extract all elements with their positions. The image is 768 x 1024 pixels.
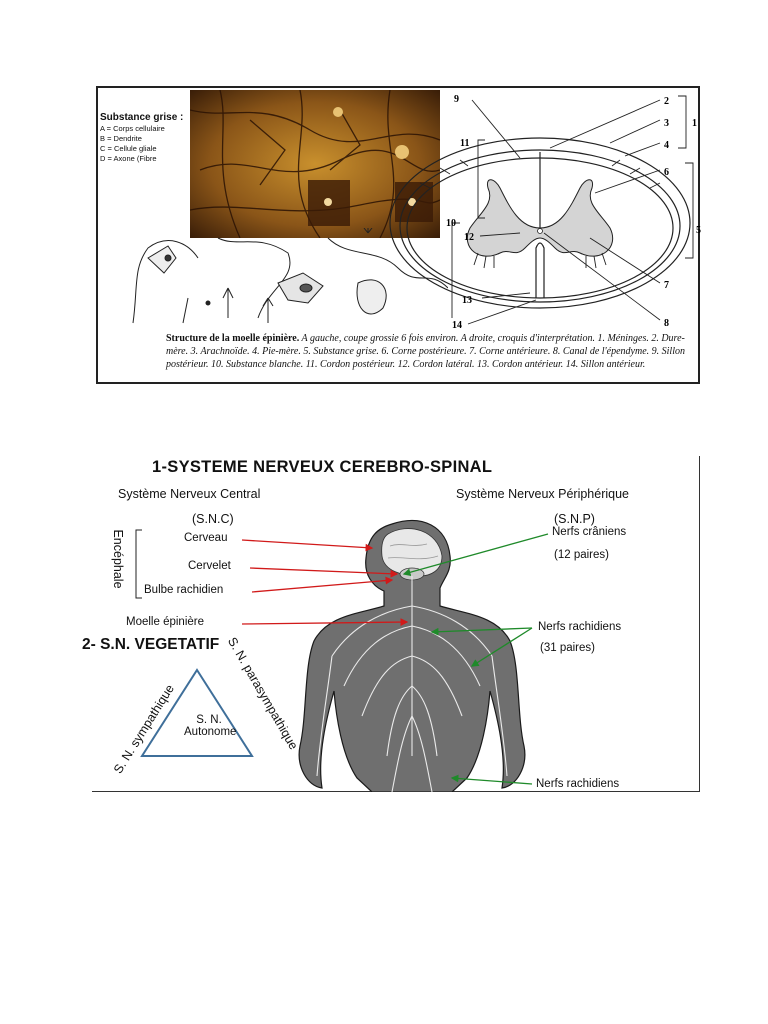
figure-caption — [166, 332, 698, 371]
cranial-nerves-label: Nerfs crâniens — [552, 526, 627, 538]
spinal-nerves-bottom-label: Nerfs rachidiens — [536, 778, 620, 790]
label-2: 2 — [664, 96, 669, 107]
figure-title: 1-SYSTEME NERVEUX CEREBRO-SPINAL — [152, 458, 493, 476]
peripheral-label: Système Nerveux Périphérique — [456, 487, 629, 501]
label-14: 14 — [452, 320, 462, 328]
label-5: 5 — [696, 225, 701, 236]
label-3: 3 — [664, 118, 669, 129]
part-moelle: Moelle épinière — [126, 616, 204, 628]
legend-item: B = Dendrite — [100, 134, 142, 143]
legend-item: C = Cellule gliale — [100, 144, 157, 153]
cranial-nerves-count: (12 paires) — [554, 549, 609, 561]
grey-matter-legend — [100, 112, 184, 164]
label-12: 12 — [464, 232, 474, 243]
spinal-nerves-count: (31 paires) — [540, 642, 595, 654]
central-abbr: (S.N.C) — [192, 512, 234, 526]
sympathetic-label: S. N. sympathique — [110, 682, 177, 777]
peripheral-abbr: (S.N.P) — [554, 512, 595, 526]
triangle-center-line2: Autonome — [184, 726, 237, 738]
part-cerveau: Cerveau — [184, 532, 228, 544]
vegetatif-title: 2- S.N. VEGETATIF — [82, 636, 220, 653]
part-cervelet: Cervelet — [188, 560, 231, 572]
caption-title: Structure de la moelle épinière. — [166, 333, 300, 344]
legend-item: D = Axone (Fibre — [100, 154, 157, 163]
triangle-center-line1: S. N. — [196, 714, 222, 726]
label-10: 10 — [446, 218, 456, 229]
spinal-cord-figure — [96, 86, 700, 384]
parasympathetic-label: S. N. parasympathique — [224, 634, 301, 752]
label-11: 11 — [460, 138, 470, 149]
label-9: 9 — [454, 94, 459, 105]
label-1: 1 — [692, 118, 697, 129]
label-7: 7 — [664, 280, 669, 291]
nervous-system-figure — [82, 456, 700, 792]
central-label: Système Nerveux Central — [118, 487, 261, 501]
caption-text: A gauche, coupe grossie 6 fois environ. A droite, croquis d'interprétation. 1. Méninges. 2. Dure-mère. 3. Arachnoïde. 4. Pie-mère. 5. Substance grise. 6. Corne postérieure. 7. Corne antérieure. 8. Canal de l'épendyme. 9. Sillon postérieur. 10. Substance blanche. 11. Cordon postérieur. 12. Cordon latéral. 13. Cordon antérieur. 14. Sillon antérieur. — [166, 333, 685, 370]
encephale-label: Encéphale — [111, 529, 125, 589]
triangle-center — [184, 714, 237, 738]
label-8: 8 — [664, 318, 669, 328]
label-13: 13 — [462, 295, 472, 306]
label-4: 4 — [664, 140, 669, 151]
legend-title: Substance grise : — [100, 112, 184, 123]
part-bulbe: Bulbe rachidien — [144, 584, 224, 596]
spinal-cord-cross-section — [360, 88, 702, 328]
legend-item: A = Corps cellulaire — [100, 124, 165, 133]
label-6: 6 — [664, 167, 669, 178]
spinal-nerves-label: Nerfs rachidiens — [538, 621, 622, 633]
